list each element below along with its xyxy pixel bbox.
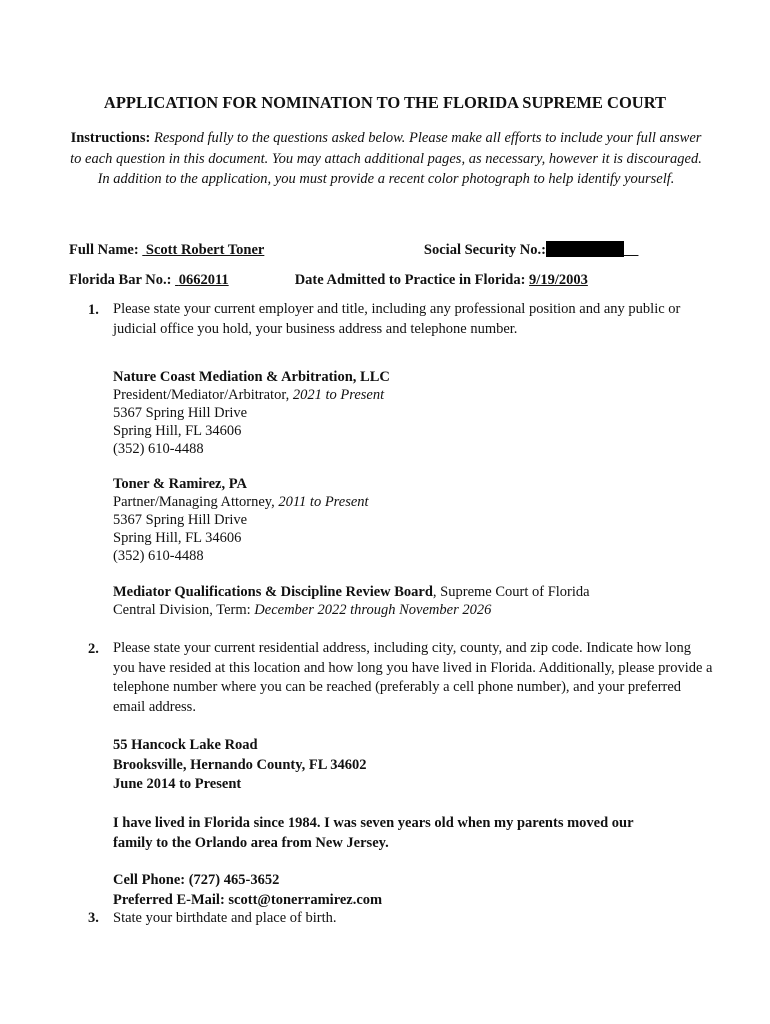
instructions-text: Respond fully to the questions asked below. Please make all efforts to include your full answer to each question in this document. You may attach additional pages, as necessary, however it is discouraged. In addition to the application, you must provide a recent color photograph to help identify yourself.: [70, 130, 702, 188]
florida-residence: I have lived in Florida since 1984. I was seven years old when my parents moved our family to the Orlando area from New Jersey.: [113, 815, 634, 851]
bar-label: Florida Bar No.:: [69, 272, 172, 288]
employer-2: Toner & Ramirez, PA Partner/Managing Attorney, 2011 to Present 5367 Spring Hill Drive Spring Hill, FL 34606 (352) 610-4488: [113, 476, 369, 564]
full-name-label: Full Name:: [69, 242, 139, 258]
contact: [113, 871, 382, 910]
admitted-label: Date Admitted to Practice in Florida:: [294, 272, 526, 288]
employer-name: Toner & Ramirez, PA: [113, 476, 247, 492]
instructions: [66, 128, 706, 190]
ssn-label: Social Security No.:: [423, 242, 546, 258]
q2-text: Please state your current residential address, including city, county, and zip code. Indicate how long you have resided at this location and how long you have lived in Florida. Additionally, please provide a telephone number where you can be reached (preferably a cell phone number), and your preferred email address.: [113, 640, 713, 715]
q2-number: 2.: [88, 641, 99, 657]
cell-phone: Cell Phone: (727) 465-3652: [113, 872, 280, 888]
full-name-value: Scott Robert Toner: [145, 242, 265, 258]
document-title: APPLICATION FOR NOMINATION TO THE FLORIDA SUPREME COURT: [103, 93, 667, 112]
employer-name: Nature Coast Mediation & Arbitration, LLC: [113, 369, 390, 385]
review-board: Mediator Qualifications & Discipline Review Board, Supreme Court of Florida Central Division, Term: December 2022 through November 2026: [113, 584, 590, 618]
q3-text: State your birthdate and place of birth.: [113, 910, 337, 926]
instructions-label: Instructions:: [70, 130, 151, 146]
bar-number: 0662011: [178, 272, 229, 288]
bar-row: [69, 271, 588, 289]
residence: 55 Hancock Lake Road Brooksville, Hernando County, FL 34602 June 2014 to Present: [113, 737, 367, 792]
ssn-redaction: [546, 241, 624, 257]
preferred-email: Preferred E-Mail: scott@tonerramirez.com: [113, 891, 383, 908]
employer-1: Nature Coast Mediation & Arbitration, LLC President/Mediator/Arbitrator, 2021 to Present 5367 Spring Hill Drive Spring Hill, FL 34606 (352) 610-4488: [113, 369, 390, 457]
q3-number: 3.: [88, 910, 99, 926]
q1-number: 1.: [88, 302, 99, 318]
admitted-date: 9/19/2003: [529, 272, 588, 288]
full-name-row: [69, 241, 638, 259]
q1-text: Please state your current employer and title, including any professional position and any public or judicial office you hold, your business address and telephone number.: [113, 301, 681, 337]
